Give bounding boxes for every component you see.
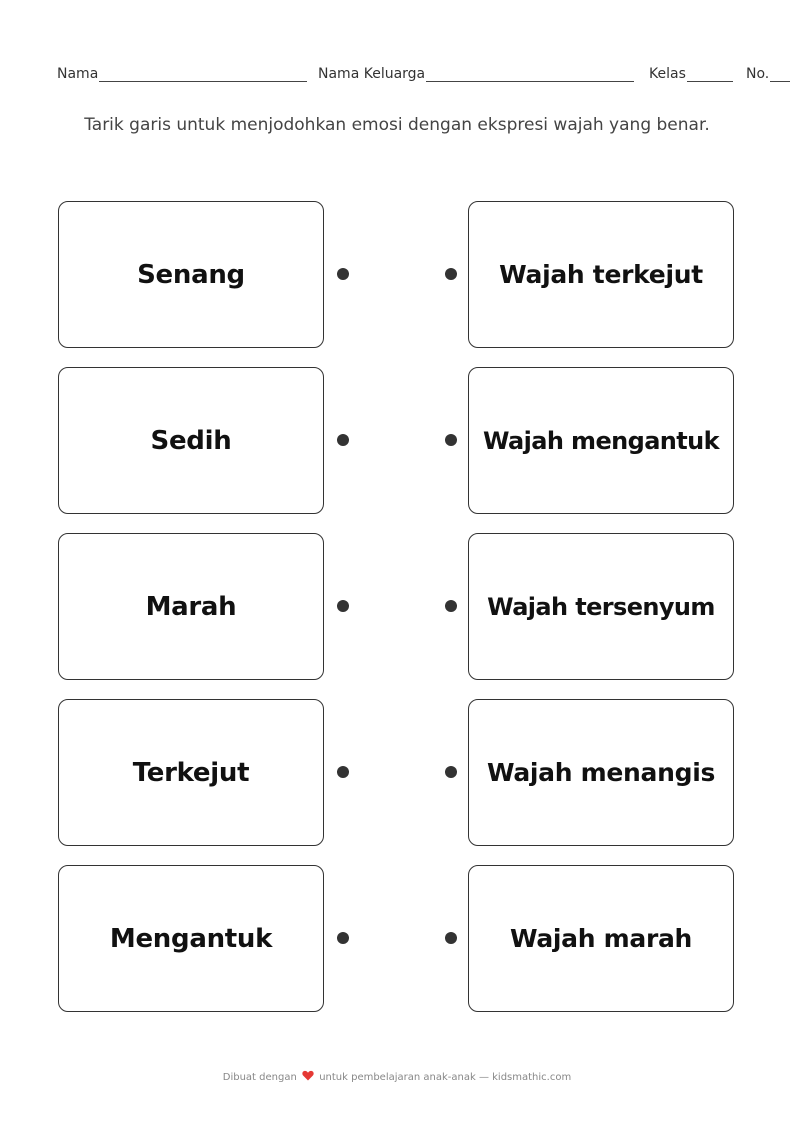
emotion-card-2 — [58, 367, 324, 514]
expression-card-1 — [468, 201, 734, 348]
right-connector-dot-3[interactable] — [445, 600, 457, 612]
number-label: No. — [746, 66, 770, 82]
right-connector-dot-1[interactable] — [445, 268, 457, 280]
heart-icon — [302, 1070, 314, 1084]
class-field — [649, 66, 733, 82]
expression-label: Wajah marah — [509, 924, 693, 953]
left-connector-dot-4[interactable] — [337, 766, 349, 778]
family-name-label: Nama Keluarga — [318, 66, 426, 82]
right-connector-dot-4[interactable] — [445, 766, 457, 778]
right-connector-dot-2[interactable] — [445, 434, 457, 446]
instructions-text: Tarik garis untuk menjodohkan emosi dengan ekspresi wajah yang benar. — [84, 115, 710, 135]
footer-text-after: untuk pembelajaran anak-anak — kidsmathic.com — [319, 1072, 572, 1083]
expression-label: Wajah terkejut — [499, 260, 703, 289]
class-label: Kelas — [649, 66, 686, 82]
right-connector-dot-5[interactable] — [445, 932, 457, 944]
family-name-field — [318, 66, 634, 82]
family-name-input-line[interactable] — [426, 67, 634, 82]
name-label: Nama — [57, 66, 99, 82]
name-field — [57, 66, 307, 82]
expression-label: Wajah tersenyum — [487, 592, 715, 621]
left-connector-dot-1[interactable] — [337, 268, 349, 280]
left-connector-dot-3[interactable] — [337, 600, 349, 612]
expression-card-3 — [468, 533, 734, 680]
emotion-card-5 — [58, 865, 324, 1012]
expression-label: Wajah mengantuk — [482, 426, 720, 455]
emotion-label: Marah — [145, 591, 237, 622]
emotion-label: Terkejut — [132, 757, 250, 788]
emotion-label: Senang — [137, 259, 245, 290]
footer-text-before: Dibuat dengan — [222, 1072, 297, 1083]
expression-card-4 — [468, 699, 734, 846]
left-connector-dot-2[interactable] — [337, 434, 349, 446]
emotion-card-3 — [58, 533, 324, 680]
emotion-label: Mengantuk — [109, 923, 273, 954]
expression-card-5 — [468, 865, 734, 1012]
student-info-header — [57, 66, 794, 88]
footer-credit — [0, 1070, 794, 1084]
expression-label: Wajah menangis — [486, 758, 716, 787]
emotion-label: Sedih — [150, 425, 232, 456]
number-field — [746, 66, 790, 82]
emotion-card-4 — [58, 699, 324, 846]
left-connector-dot-5[interactable] — [337, 932, 349, 944]
name-input-line[interactable] — [99, 67, 307, 82]
expression-card-2 — [468, 367, 734, 514]
emotion-card-1 — [58, 201, 324, 348]
class-input-line[interactable] — [687, 67, 733, 82]
number-input-line[interactable] — [770, 67, 790, 82]
